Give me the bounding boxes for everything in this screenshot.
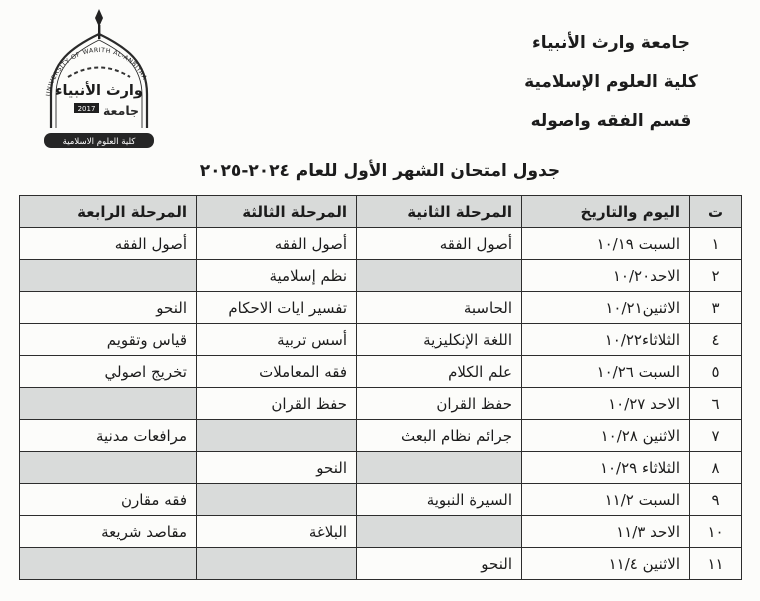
stage3-subject-cell: فقه المعاملات [197, 356, 357, 388]
table-header-row [20, 196, 742, 228]
row-number-cell: ١ [690, 228, 742, 260]
table-row [20, 324, 742, 356]
day-date-cell: الاحد ١٠/٢٧ [522, 388, 690, 420]
stage4-subject-cell [20, 260, 197, 292]
university-emblem-icon [24, 6, 174, 164]
header-college-name: كلية العلوم الإسلامية [524, 72, 698, 92]
row-number-cell: ١٠ [690, 516, 742, 548]
stage2-subject-cell: علم الكلام [357, 356, 522, 388]
row-number-cell: ٥ [690, 356, 742, 388]
stage2-subject-cell [357, 452, 522, 484]
stage3-subject-cell: النحو [197, 452, 357, 484]
stage2-subject-cell: جرائم نظام البعث [357, 420, 522, 452]
row-number-cell: ٧ [690, 420, 742, 452]
table-row [20, 356, 742, 388]
stage3-subject-cell: أصول الفقه [197, 228, 357, 260]
stage3-subject-cell [197, 484, 357, 516]
stage3-subject-cell: البلاغة [197, 516, 357, 548]
header-stage-3: المرحلة الثالثة [197, 196, 357, 228]
logo-calligraphy-main: وارث الأنبياء [55, 83, 143, 99]
row-number-cell: ٤ [690, 324, 742, 356]
stage4-subject-cell: فقه مقارن [20, 484, 197, 516]
stage2-subject-cell [357, 260, 522, 292]
table-row [20, 388, 742, 420]
day-date-cell: الثلاثاء١٠/٢٢ [522, 324, 690, 356]
university-logo [24, 6, 174, 164]
day-date-cell: الاحد ١١/٣ [522, 516, 690, 548]
row-number-cell: ٦ [690, 388, 742, 420]
table-row [20, 260, 742, 292]
header-stage-2: المرحلة الثانية [357, 196, 522, 228]
day-date-cell: الاثنين ١٠/٢٨ [522, 420, 690, 452]
stage3-subject-cell: أسس تربية [197, 324, 357, 356]
row-number-cell: ٨ [690, 452, 742, 484]
stage2-subject-cell: أصول الفقه [357, 228, 522, 260]
header-day-date: اليوم والتاريخ [522, 196, 690, 228]
stage4-subject-cell [20, 452, 197, 484]
table-row [20, 484, 742, 516]
stage2-subject-cell: السيرة النبوية [357, 484, 522, 516]
logo-circular-text: UNIVERSITY OF WARITH AL-ANBIYAA [45, 46, 148, 97]
table-row [20, 548, 742, 580]
stage3-subject-cell [197, 420, 357, 452]
stage4-subject-cell: قياس وتقويم [20, 324, 197, 356]
stage3-subject-cell: نظم إسلامية [197, 260, 357, 292]
table-row [20, 228, 742, 260]
table-row [20, 420, 742, 452]
logo-calligraphy-sub: جامعة [102, 103, 140, 118]
stage4-subject-cell [20, 388, 197, 420]
header-stage-4: المرحلة الرابعة [20, 196, 197, 228]
row-number-cell: ٢ [690, 260, 742, 292]
day-date-cell: الاثنين ١١/٤ [522, 548, 690, 580]
header-department-name: قسم الفقه واصوله [530, 111, 692, 131]
stage3-subject-cell: حفظ القران [197, 388, 357, 420]
row-number-cell: ٩ [690, 484, 742, 516]
row-number-cell: ١١ [690, 548, 742, 580]
header-university-name: جامعة وارث الأنبياء [532, 33, 690, 53]
day-date-cell: الثلاثاء ١٠/٢٩ [522, 452, 690, 484]
day-date-cell: السبت ١١/٢ [522, 484, 690, 516]
table-row [20, 516, 742, 548]
exam-schedule-table [19, 195, 742, 580]
logo-banner-ribbon [44, 133, 154, 148]
day-date-cell: السبت ١٠/١٩ [522, 228, 690, 260]
stage3-subject-cell: تفسير ايات الاحكام [197, 292, 357, 324]
stage4-subject-cell [20, 548, 197, 580]
day-date-cell: السبت ١٠/٢٦ [522, 356, 690, 388]
day-date-cell: الاحد١٠/٢٠ [522, 260, 690, 292]
stage2-subject-cell [357, 516, 522, 548]
document-title: جدول امتحان الشهر الأول للعام ٢٠٢٤-٢٠٢٥ [199, 161, 561, 181]
stage4-subject-cell: مقاصد شريعة [20, 516, 197, 548]
stage2-subject-cell: اللغة الإنكليزية [357, 324, 522, 356]
logo-year-badge [74, 103, 99, 113]
table-row [20, 292, 742, 324]
stage4-subject-cell: تخريج اصولي [20, 356, 197, 388]
row-number-cell: ٣ [690, 292, 742, 324]
stage4-subject-cell: مرافعات مدنية [20, 420, 197, 452]
logo-banner-text: كلية العلوم الاسلامية [62, 137, 136, 147]
stage2-subject-cell: الحاسبة [357, 292, 522, 324]
table-row [20, 452, 742, 484]
stage4-subject-cell: النحو [20, 292, 197, 324]
letterhead [476, 24, 746, 141]
scallop-band [68, 68, 130, 78]
header-row-number: ت [690, 196, 742, 228]
stage4-subject-cell: أصول الفقه [20, 228, 197, 260]
svg-text:2017: 2017 [77, 105, 96, 113]
stage2-subject-cell: حفظ القران [357, 388, 522, 420]
day-date-cell: الاثنين١٠/٢١ [522, 292, 690, 324]
stage2-subject-cell: النحو [357, 548, 522, 580]
stage3-subject-cell [197, 548, 357, 580]
